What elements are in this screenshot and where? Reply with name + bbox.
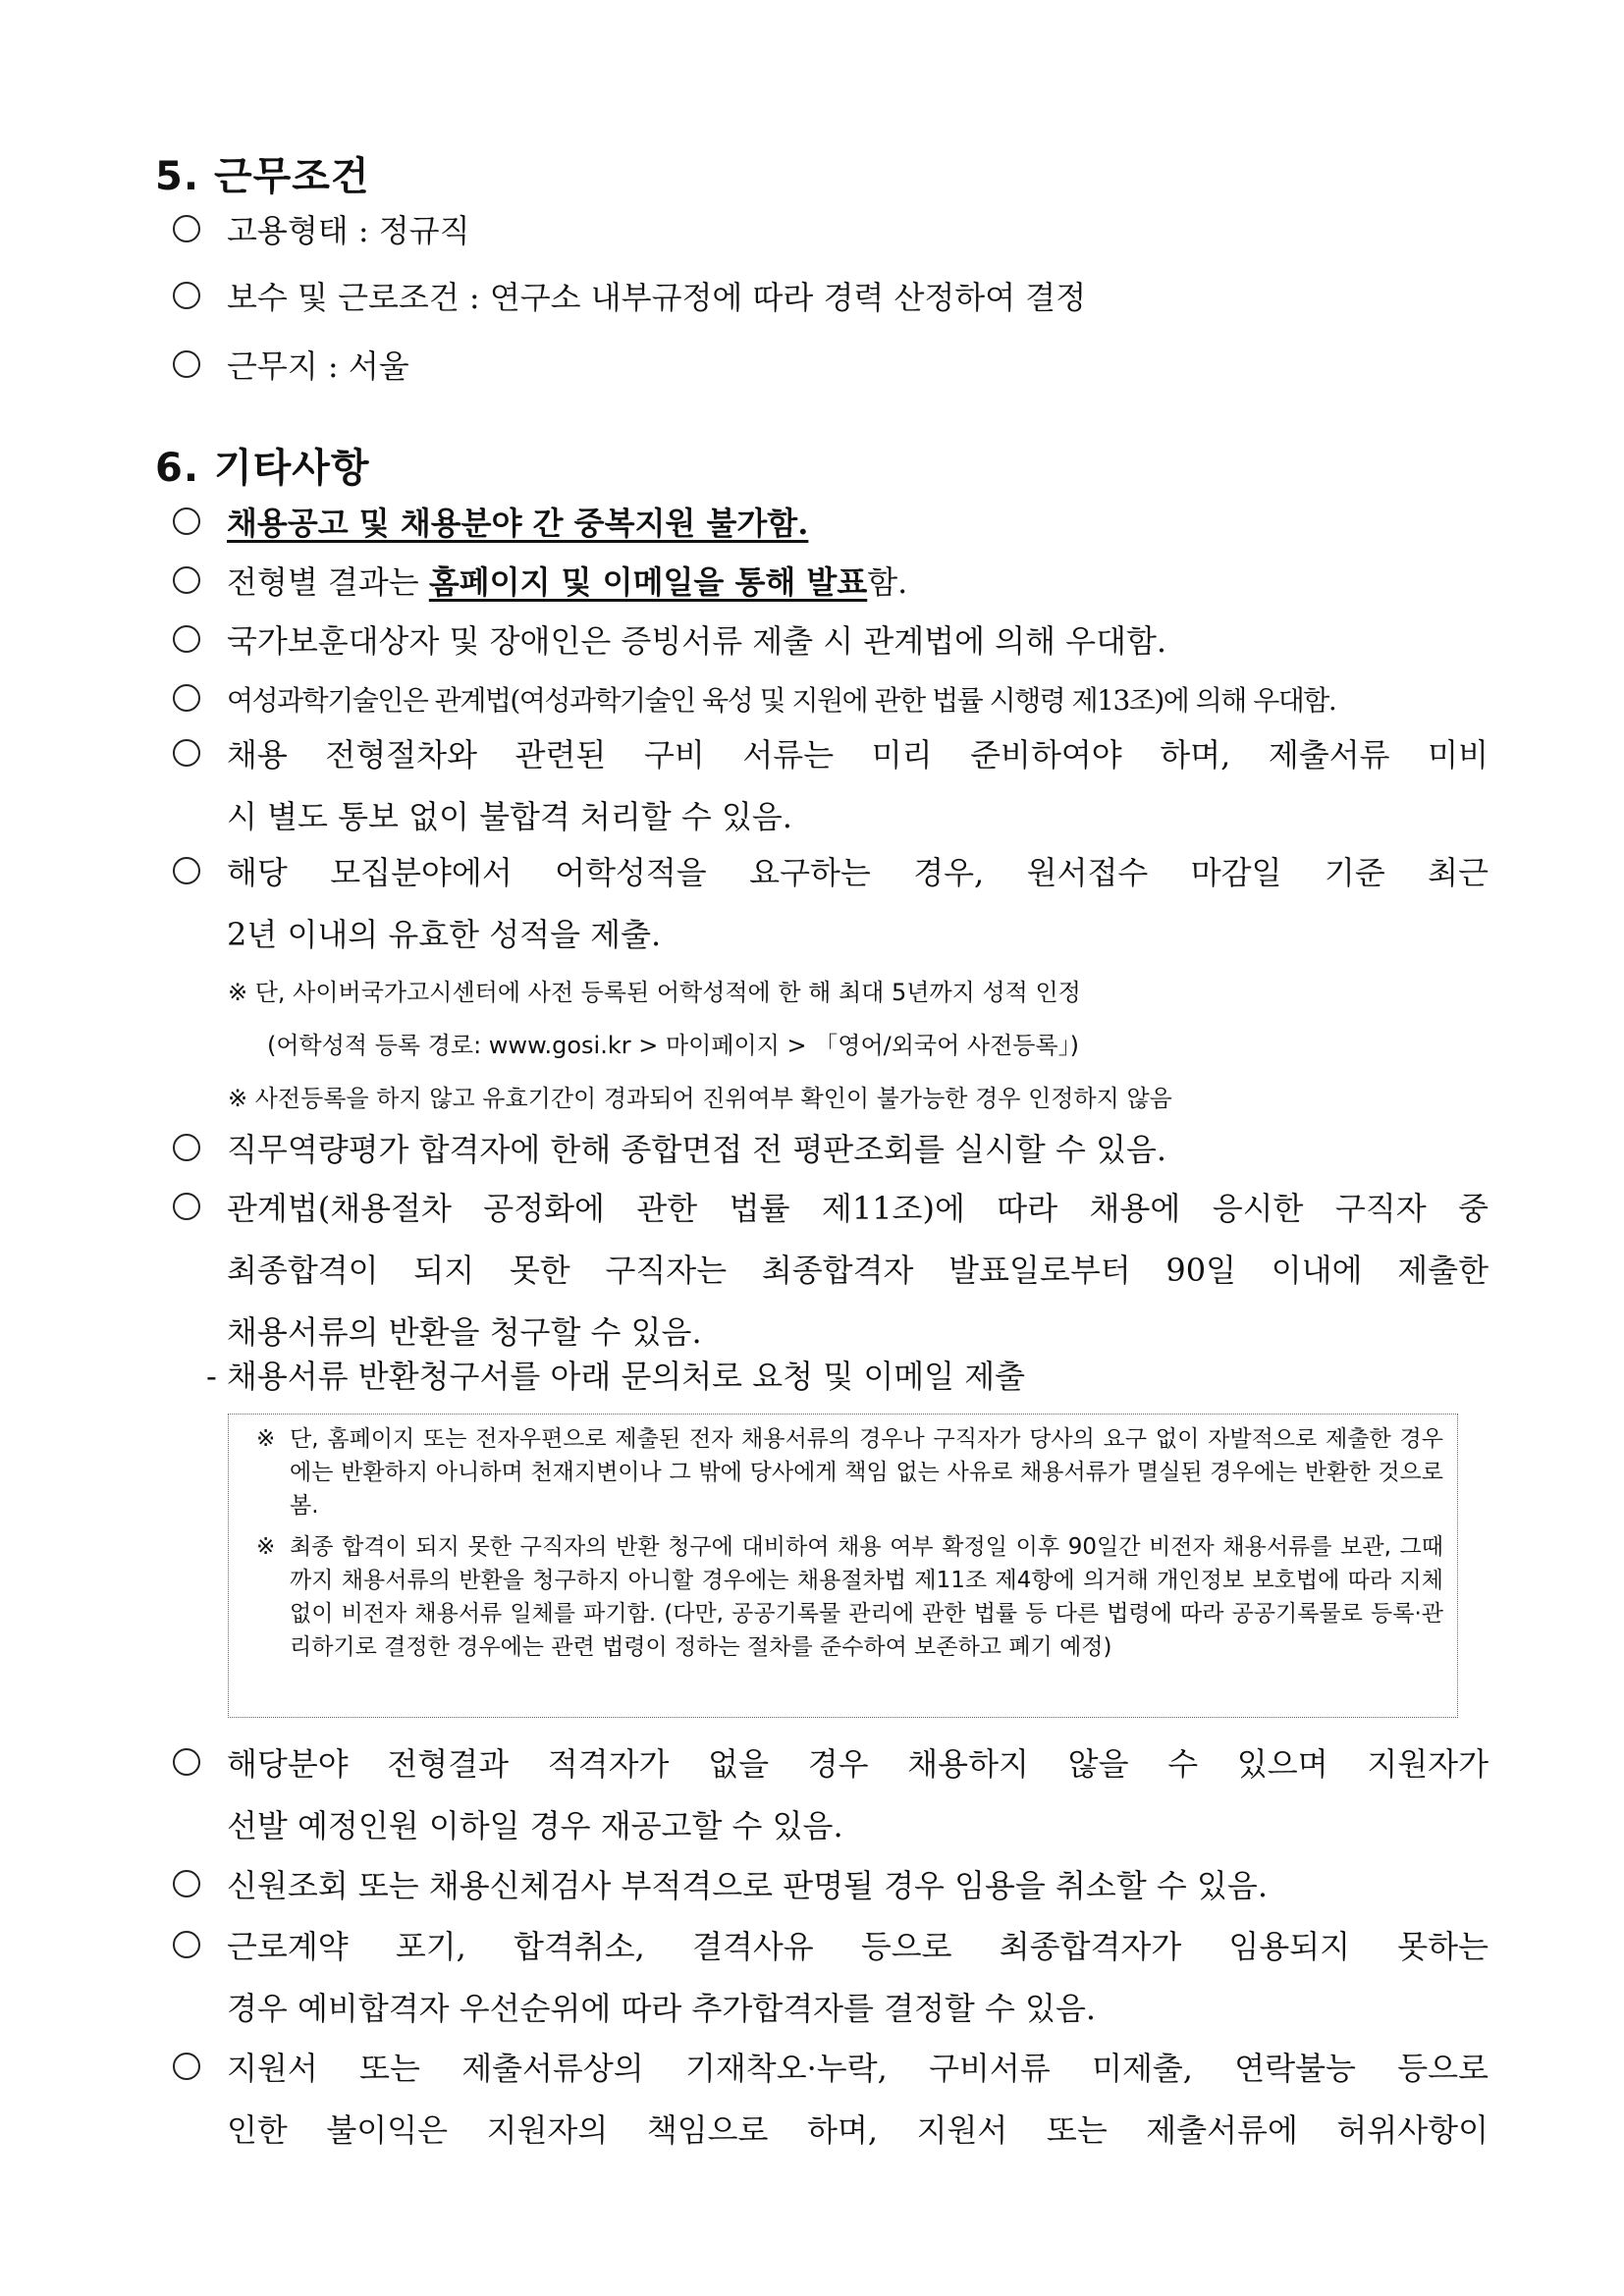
circle-bullet-icon bbox=[173, 215, 200, 242]
list-item bbox=[173, 2038, 1489, 2162]
list-item bbox=[173, 724, 1489, 848]
list-item bbox=[173, 200, 1489, 262]
list-item-text-line: 해당분야 전형결과 적격자가 없을 경우 채용하지 않을 수 있으며 지원자가 bbox=[227, 1745, 1489, 1783]
circle-bullet-icon bbox=[173, 2053, 200, 2080]
list-item bbox=[173, 493, 1489, 555]
list-item-text-line: 해당 모집분야에서 어학성적을 요구하는 경우, 원서접수 마감일 기준 최근 bbox=[227, 854, 1489, 891]
reference-mark-icon: ※ bbox=[256, 1426, 276, 1452]
notice-paragraph-text: 최종 합격이 되지 못한 구직자의 반환 청구에 대비하여 채용 여부 확정일 이후 90일간 비전자 채용서류를 보관, 그때까지 채용서류의 반환을 청구하지 아니할 경우에는 채용절차법 제11조 제4항에 의거해 개인정보 보호법에 따라 지체없이 비전자 채용서류 일체를 파기함. (다만, 공공기록물 관리에 관한 법률 등 다른 법령에 따라 공공기록물로 등록·관리하기로 결정한 경우에는 관련 법령이 정하는 절차를 준수하여 보존하고 폐기 예정) bbox=[290, 1534, 1443, 1660]
note-text: ※ 단, 사이버국가고시센터에 사전 등록된 어학성적에 한 해 최대 5년까지 성적 인정 bbox=[228, 979, 1081, 1006]
list-item bbox=[173, 552, 1489, 614]
list-item bbox=[173, 1119, 1489, 1181]
list-item-text: 국가보훈대상자 및 장애인은 증빙서류 제출 시 관계법에 의해 우대함. bbox=[227, 622, 1167, 660]
emphasized-text: 채용공고 및 채용분야 간 중복지원 불가함. bbox=[227, 505, 809, 542]
list-item-text-line: 2년 이내의 유효한 성적을 제출. bbox=[227, 916, 662, 953]
list-item-text: 보수 및 근로조건 : 연구소 내부규정에 따라 경력 산정하여 결정 bbox=[227, 279, 1087, 316]
list-item-text-line: 채용서류의 반환을 청구할 수 있음. bbox=[227, 1313, 702, 1351]
circle-bullet-icon bbox=[173, 1193, 200, 1220]
section-6-heading: 6. 기타사항 bbox=[155, 446, 370, 491]
list-item-text-line: 시 별도 통보 없이 불합격 처리할 수 있음. bbox=[227, 798, 792, 835]
section-5-heading: 5. 근무조건 bbox=[155, 154, 370, 199]
notice-paragraph bbox=[256, 1422, 1443, 1522]
list-item-text-line: 선발 예정인원 이하일 경우 재공고할 수 있음. bbox=[227, 1807, 843, 1844]
list-item-text: 여성과학기술인은 관계법(여성과학기술인 육성 및 지원에 관한 법률 시행령 제13조)에 의해 우대함. bbox=[227, 684, 1336, 717]
list-item-text-line: 관계법(채용절차 공정화에 관한 법률 제11조)에 따라 채용에 응시한 구직자 중 bbox=[227, 1190, 1489, 1227]
circle-bullet-icon bbox=[173, 566, 200, 594]
list-item-text-line: 채용 전형절차와 관련된 구비 서류는 미리 준비하여야 하며, 제출서류 미비 bbox=[227, 736, 1489, 774]
circle-bullet-icon bbox=[173, 684, 200, 712]
list-item bbox=[173, 1916, 1489, 2040]
circle-bullet-icon bbox=[173, 1931, 200, 1958]
circle-bullet-icon bbox=[173, 857, 200, 884]
circle-bullet-icon bbox=[173, 350, 200, 378]
notice-paragraph bbox=[256, 1530, 1443, 1664]
circle-bullet-icon bbox=[173, 1870, 200, 1897]
list-item bbox=[173, 842, 1489, 966]
list-item-text-line: 근로계약 포기, 합격취소, 결격사유 등으로 최종합격자가 임용되지 못하는 bbox=[227, 1928, 1489, 1965]
list-item-text: 고용형태 : 정규직 bbox=[227, 212, 470, 249]
notice-box bbox=[228, 1414, 1458, 1718]
list-item bbox=[173, 611, 1489, 672]
list-item bbox=[173, 1178, 1489, 1363]
list-item-text-line: 최종합격이 되지 못한 구직자는 최종합격자 발표일로부터 90일 이내에 제출한 bbox=[227, 1252, 1489, 1289]
circle-bullet-icon bbox=[173, 282, 200, 309]
list-item-text-line: 지원서 또는 제출서류상의 기재착오·누락, 구비서류 미제출, 연락불능 등으로 bbox=[227, 2050, 1489, 2087]
reference-mark-icon: ※ bbox=[256, 1534, 276, 1560]
circle-bullet-icon bbox=[173, 625, 200, 653]
list-item-text: 직무역량평가 합격자에 한해 종합면접 전 평판조회를 실시할 수 있음. bbox=[227, 1131, 1167, 1168]
list-item bbox=[173, 1855, 1489, 1917]
list-item-text: 전형별 결과는 bbox=[227, 563, 429, 601]
list-item bbox=[173, 267, 1489, 329]
list-item-text: 신원조회 또는 채용신체검사 부적격으로 판명될 경우 임용을 취소할 수 있음. bbox=[227, 1867, 1268, 1904]
dash-item-text: - 채용서류 반환청구서를 아래 문의처로 요청 및 이메일 제출 bbox=[206, 1358, 1026, 1395]
note-text: (어학성적 등록 경로: www.gosi.kr > 마이페이지 > 「영어/외국어 사전등록」) bbox=[267, 1032, 1079, 1059]
list-item bbox=[173, 669, 1489, 731]
list-item-text: 근무지 : 서울 bbox=[227, 347, 409, 385]
circle-bullet-icon bbox=[173, 739, 200, 767]
note-text: ※ 사전등록을 하지 않고 유효기간이 경과되어 진위여부 확인이 불가능한 경우 인정하지 않음 bbox=[228, 1085, 1172, 1112]
notice-paragraph-text: 단, 홈페이지 또는 전자우편으로 제출된 전자 채용서류의 경우나 구직자가 당사의 요구 없이 자발적으로 제출한 경우에는 반환하지 아니하며 천재지변이나 그 밖에 당사에게 책임 없는 사유로 채용서류가 멸실된 경우에는 반환한 것으로 봄. bbox=[290, 1426, 1443, 1519]
list-item-text-line: 인한 불이익은 지원자의 책임으로 하며, 지원서 또는 제출서류에 허위사항이 bbox=[227, 2111, 1489, 2149]
circle-bullet-icon bbox=[173, 507, 200, 535]
list-item bbox=[173, 1734, 1489, 1857]
circle-bullet-icon bbox=[173, 1748, 200, 1776]
list-item-text-line: 경우 예비합격자 우선순위에 따라 추가합격자를 결정할 수 있음. bbox=[227, 1990, 1097, 2027]
list-item bbox=[173, 336, 1489, 398]
circle-bullet-icon bbox=[173, 1134, 200, 1161]
emphasized-text: 홈페이지 및 이메일을 통해 발표 bbox=[428, 563, 868, 601]
list-item-text: 함. bbox=[867, 563, 908, 601]
